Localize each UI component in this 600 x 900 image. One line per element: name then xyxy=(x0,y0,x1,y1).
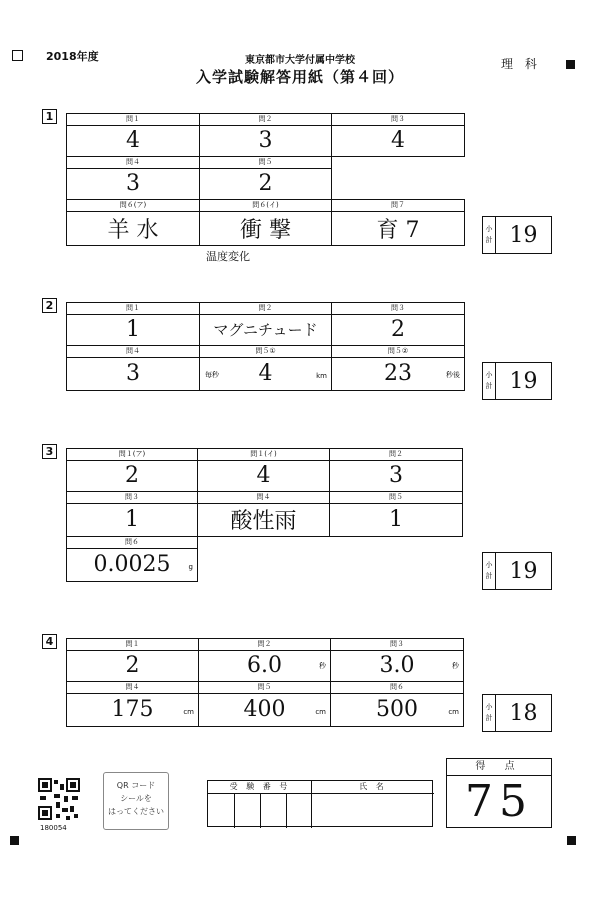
qr-number: 180054 xyxy=(40,824,67,832)
subtotal-value: 19 xyxy=(509,558,538,584)
subtotal-value: 19 xyxy=(509,222,538,248)
answer-cell xyxy=(199,345,332,391)
question-label: 問５① xyxy=(200,346,331,358)
subtotal-box xyxy=(482,362,552,400)
answer-cell xyxy=(66,113,200,157)
answer-cell xyxy=(331,113,465,157)
answer-cell xyxy=(329,491,463,537)
question-label: 問１ xyxy=(67,639,198,651)
answer-value: 0.0025 xyxy=(93,552,171,577)
answer-unit: cm xyxy=(315,708,326,716)
answer-cell xyxy=(331,345,465,391)
qr-sticker-text: はってください xyxy=(108,807,164,816)
subtotal-value: 19 xyxy=(509,368,538,394)
question-label: 問５ xyxy=(199,682,330,694)
answer-value: 500 xyxy=(376,697,418,722)
question-label: 問４ xyxy=(67,346,199,358)
section-number: 2 xyxy=(42,298,57,313)
question-label: 問２ xyxy=(200,114,331,126)
answer-cell xyxy=(66,448,198,492)
answer-cell xyxy=(197,491,330,537)
question-label: 問４ xyxy=(198,492,329,504)
answer-cell xyxy=(331,199,465,246)
answer-value: 4 xyxy=(391,128,405,153)
qr-sticker-text: QR コード xyxy=(116,781,156,790)
subtotal-box xyxy=(482,694,552,732)
qr-sticker-text: シールを xyxy=(120,794,152,803)
answer-value: 3 xyxy=(389,463,403,488)
answer-cell xyxy=(199,199,332,246)
answer-unit: 秒後 xyxy=(446,371,460,379)
qr-code-icon xyxy=(38,778,80,820)
answer-value: 3 xyxy=(258,128,273,153)
registration-mark xyxy=(567,836,576,845)
section-number: 3 xyxy=(42,444,57,459)
question-label: 問４ xyxy=(67,157,199,169)
question-label: 問６ xyxy=(331,682,463,694)
answer-unit: g xyxy=(188,563,193,571)
answer-value: 3 xyxy=(126,171,140,196)
answer-value: 衝 撃 xyxy=(240,217,291,243)
answer-value: 6.0 xyxy=(247,653,282,678)
answer-cell xyxy=(199,156,332,200)
answer-cell xyxy=(66,345,200,391)
subtotal-label: 計 xyxy=(485,572,493,580)
answer-cell xyxy=(66,681,199,727)
answer-unit: km xyxy=(316,372,327,380)
answer-cell xyxy=(66,156,200,200)
question-label: 問６(ア) xyxy=(67,200,199,212)
question-label: 問５② xyxy=(332,346,464,358)
answer-unit: 秒 xyxy=(319,662,326,670)
answer-cell xyxy=(66,199,200,246)
subtotal-label: 小 xyxy=(485,371,493,379)
answer-cell xyxy=(66,638,199,682)
answer-value: 175 xyxy=(111,697,154,722)
registration-mark xyxy=(566,60,575,69)
candidate-info-table xyxy=(207,780,433,827)
section-number: 1 xyxy=(42,109,57,124)
answer-value: 4 xyxy=(258,361,273,386)
answer-value: 2 xyxy=(258,171,273,196)
subtotal-label: 計 xyxy=(485,382,493,390)
subtotal-label: 小 xyxy=(485,703,493,711)
school-name: 東京都市大学付属中学校 xyxy=(245,55,355,66)
answer-value: 育 7 xyxy=(376,217,420,243)
exam-number-input[interactable] xyxy=(208,793,311,828)
answer-value: 3 xyxy=(126,361,140,386)
question-label: 問３ xyxy=(67,492,197,504)
subtotal-box xyxy=(482,552,552,590)
subject-label: 理 科 xyxy=(501,57,541,71)
answer-prefix: 毎秒 xyxy=(205,371,219,379)
question-label: 問４ xyxy=(67,682,198,694)
answer-unit: cm xyxy=(183,708,194,716)
answer-value: 酸性雨 xyxy=(230,509,297,534)
answer-value: 1 xyxy=(125,507,139,532)
page-title: 入学試験解答用紙（第４回） xyxy=(195,68,404,86)
answer-unit: 秒 xyxy=(452,662,459,670)
answer-cell xyxy=(330,638,464,682)
question-label: 問１ xyxy=(67,303,199,315)
subtotal-label: 計 xyxy=(485,236,493,244)
answer-value: 3.0 xyxy=(379,653,415,678)
question-label: 問３ xyxy=(332,303,464,315)
exam-year: 2018年度 xyxy=(46,50,99,63)
answer-cell xyxy=(199,302,332,346)
score-label: 得 点 xyxy=(447,759,551,776)
subtotal-label: 計 xyxy=(485,714,493,722)
subtotal-label: 小 xyxy=(485,561,493,569)
question-label: 問３ xyxy=(332,114,464,126)
answer-cell xyxy=(199,113,332,157)
answer-value: 2 xyxy=(391,317,405,342)
margin-note: 温度変化 xyxy=(206,250,250,263)
score-value: 75 xyxy=(465,775,533,827)
subtotal-box xyxy=(482,216,552,254)
section-number: 4 xyxy=(42,634,57,649)
name-input[interactable] xyxy=(312,793,434,828)
answer-cell xyxy=(66,491,198,537)
qr-sticker-area xyxy=(103,772,169,830)
question-label: 問１(ア) xyxy=(67,449,197,461)
question-label: 問１(イ) xyxy=(198,449,329,461)
exam-number-label: 受 験 番 号 xyxy=(229,782,291,791)
name-label: 氏 名 xyxy=(359,782,387,791)
question-label: 問２ xyxy=(200,303,331,315)
answer-value: 2 xyxy=(125,653,140,678)
question-label: 問１ xyxy=(67,114,199,126)
answer-value: 2 xyxy=(125,463,139,488)
question-label: 問３ xyxy=(331,639,463,651)
answer-cell xyxy=(198,638,331,682)
subtotal-value: 18 xyxy=(509,700,538,726)
answer-cell xyxy=(330,681,464,727)
answer-value: 1 xyxy=(389,507,403,532)
answer-value: 4 xyxy=(256,463,271,488)
answer-value: 羊 水 xyxy=(107,217,159,243)
question-label: 問５ xyxy=(200,157,331,169)
question-label: 問２ xyxy=(199,639,330,651)
answer-value: 23 xyxy=(384,361,412,386)
answer-value: 400 xyxy=(243,697,286,722)
answer-cell xyxy=(329,448,463,492)
answer-cell xyxy=(66,302,200,346)
question-label: 問２ xyxy=(330,449,462,461)
answer-value: マグニチュード xyxy=(213,321,318,339)
answer-cell xyxy=(197,448,330,492)
answer-value: 1 xyxy=(126,317,140,342)
registration-mark xyxy=(10,836,19,845)
answer-cell xyxy=(331,302,465,346)
question-label: 問６(イ) xyxy=(200,200,331,212)
answer-value: 4 xyxy=(126,128,140,153)
question-label: 問５ xyxy=(330,492,462,504)
question-label: 問６ xyxy=(67,537,197,549)
subtotal-label: 小 xyxy=(485,225,493,233)
total-score-box xyxy=(446,758,552,828)
question-label: 問７ xyxy=(332,200,464,212)
answer-unit: cm xyxy=(448,708,459,716)
answer-cell xyxy=(198,681,331,727)
answer-cell xyxy=(66,536,198,582)
